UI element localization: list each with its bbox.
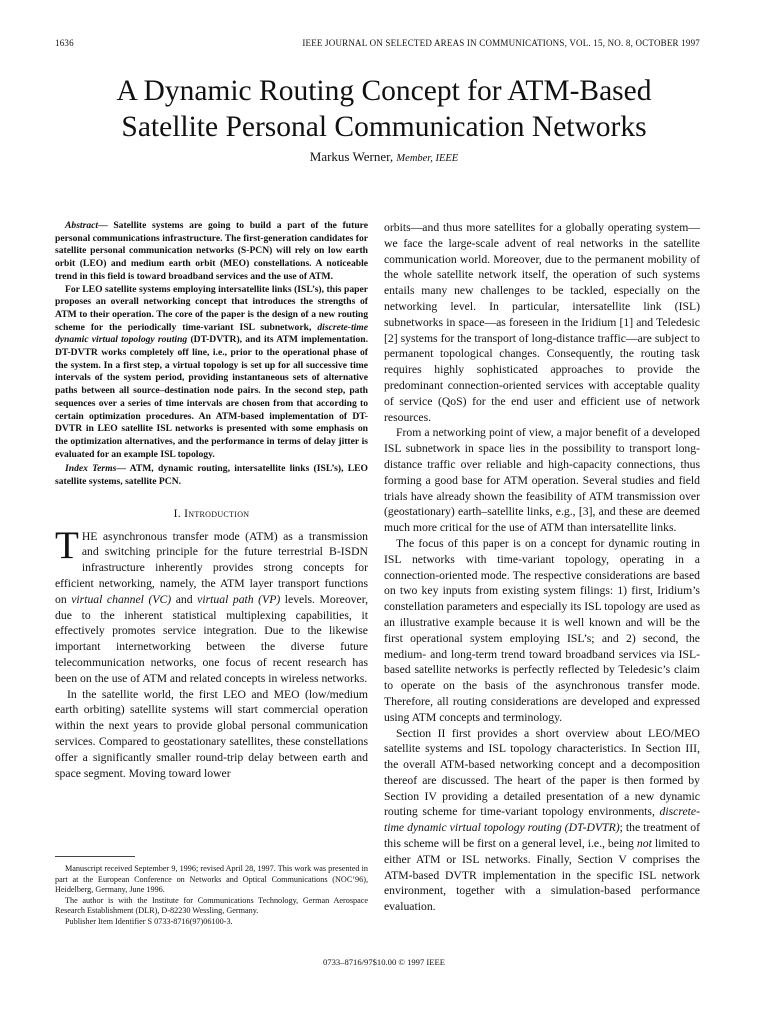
abstract-paragraph-2 — [55, 284, 368, 462]
journal-name: IEEE JOURNAL ON SELECTED AREAS IN COMMUNICATIONS, VOL. 15, NO. 8, OCTOBER 1997 — [302, 38, 700, 48]
footnote-author-affiliation: The author is with the Institute for Communications Technology, German Aerospace Research Establishment (DLR), D-82230 Wessling, Germany. — [55, 895, 368, 916]
footnote-divider — [55, 856, 135, 857]
left-column — [55, 220, 368, 781]
intro-paragraph-2: In the satellite world, the first LEO and MEO (low/medium earth orbiting) satellite systems will start commercial operation within the next years to provide global personal communication services. Compared to geostationary satellites, these constellations offer a significantly smaller round-trip delay between earth and space segment. Moving toward lower — [55, 687, 368, 780]
right-paragraph-4 — [384, 726, 700, 916]
running-header — [55, 38, 700, 52]
abstract-dash: — — [98, 220, 114, 231]
right-paragraph-1: orbits—and thus more satellites for a globally operating system—we face the large-scale advent of real networks in the satellite communication world. Moreover, due to the permanent mobility of the whole satellite network itself, the operation of such systems entails many new challenges to be tackled, especially on the networking level. In particular, intersatellite link (ISL) subnetworks in space—as foreseen in the Iridium [1] and Teledesic [2] systems for the transport of long-distance traffic—are subject to permanent topological changes. Consequently, the routing task requires highly sophisticated approaches to provide the predominant connection-oriented services with acceptable quality of service (QoS) for the end user and efficient use of network resources. — [384, 221, 700, 424]
intro-and: and — [175, 592, 193, 606]
emphasis-not: not — [636, 837, 652, 851]
term-virtual-channel: virtual channel (VC) — [71, 592, 172, 606]
abstract-text-2b: (DT-DVTR), and its ATM implementation. DT-DVTR works completely off line, i.e., prior to the operational phase of the system. In a first step, a virtual topology is set up for all successive time intervals of the system period, providing instantaneous sets of alternative paths between all source–destination node pairs. In the second step, path sequences over a series of time intervals are chosen from that according to certain optimization procedures. An ATM-based implementation of DT-DVTR in LEO satellite ISL networks is presented with some emphasis on the optimization alternatives, and the performance in terms of delay jitter is evaluated for an example ISL topology. — [55, 334, 368, 460]
section-number: I. — [173, 507, 181, 520]
page-number: 1636 — [55, 38, 74, 48]
right-text-4c: limited to either ATM or ISL networks. Finally, Section V comprises the ATM-based DVTR implementation in the specific ISL network environment, together with a simulation-based performance evaluation. — [384, 837, 701, 914]
title-line-2: Satellite Personal Communication Networks — [121, 111, 647, 143]
right-paragraph-3: The focus of this paper is on a concept for dynamic routing in ISL networks with time-variant topology, operating in a connection-oriented mode. The respective considerations are based on two key inputs from existing system filings: 1) first, Iridium’s constellation parameters and especially its ISL topology are used as an illustrative example because it is well known and will be the first operational system employing ISL’s; and 2) second, the medium- and long-term trend toward broadband services via ISL-based satellite networks is perfectly reflected by Teledesic’s claim to operate on the basis of the asynchronous transfer mode. Therefore, all routing considerations are developed and expressed using ATM concepts and terminology. — [384, 536, 701, 724]
dt-dvtr-term: discrete-time dynamic virtual topology routing (DT-DVTR) — [384, 805, 701, 835]
author-line — [40, 149, 728, 165]
intro-paragraph-1 — [55, 523, 369, 687]
author-membership: Member, IEEE — [396, 153, 459, 164]
section-heading-introduction — [55, 507, 368, 523]
right-text-4a: Section II first provides a short overview about LEO/MEO satellite systems and ISL topology characteristics. In Section III, the overall ATM-based networking concept and a decomposition thereof are discussed. The heart of the paper is then formed by Section IV providing a detailed presentation of a new dynamic routing scheme for time-variant topology environments, — [384, 726, 700, 819]
intro-text-1a: HE asynchronous transfer mode (ATM) as a transmission and switching principle for the future terrestrial B-ISDN infrastructure inherently provides strong concepts for efficient networking, namely, the ATM layer transport functions on — [55, 529, 368, 606]
author-name: Markus Werner, — [309, 149, 394, 164]
abstract-paragraph-1 — [55, 220, 368, 284]
right-text-4b: ; the treatment of this scheme will be first on a general level, i.e., being — [384, 821, 700, 851]
abstract — [55, 220, 368, 489]
index-terms — [55, 463, 368, 488]
section-title: Introduction — [184, 507, 250, 520]
abstract-text-1: Satellite systems are going to build a part of the future personal communications infrastructure. The first-generation candidates for satellite personal communication networks (S-PCN) will rely on low earth orbit (LEO) and medium earth orbit (MEO) constellations. A noticeable trend in this field is toward broadband services and the use of ATM. — [55, 220, 369, 282]
right-paragraph-2: From a networking point of view, a major benefit of a developed ISL subnetwork in space lies in the possibility to transport long-distance traffic over reliable and high-capacity connections, thus forming a good base for ATM operation. Several studies and field trials have already shown the feasibility of ATM transmission over (geostationary) earth–satellite links, e.g., [3], and these are deemed much more critical for the use of ATM than intersatellite links. — [384, 426, 700, 535]
intro-text-1b: levels. Moreover, due to the inherent statistical multiplexing capabilities, it effectively promotes service integration. Due to the likewise important internetworking between the diverse future telecommunication networks, one focus of recent research has been on the use of ATM and related concepts in wireless networks. — [55, 592, 369, 685]
abstract-text-2a: For LEO satellite systems employing intersatellite links (ISL’s), this paper proposes an overall networking concept that introduces the strengths of ATM to their operation. The core of the paper is the design of a new routing scheme for the periodically time-variant ISL subnetwork, — [55, 283, 368, 333]
footnote-manuscript: Manuscript received September 9, 1996; revised April 28, 1997. This work was presented in part at the European Conference on Networks and Optical Communications (NOC’96), Heidelberg, Germany, June 1996. — [55, 864, 368, 895]
abstract-label: Abstract — [65, 220, 99, 231]
term-virtual-path: virtual path (VP) — [197, 592, 281, 606]
right-column — [384, 220, 700, 915]
footnote-publisher-id: Publisher Item Identifier S 0733-8716(97)06100-3. — [65, 916, 233, 926]
index-terms-label: Index Terms — [65, 463, 117, 475]
abstract-emphasis: discrete-time dynamic virtual topology routing — [55, 321, 368, 346]
index-terms-dash: — — [116, 463, 130, 475]
drop-cap: T — [55, 523, 79, 567]
copyright-footer: 0733–8716/97$10.00 © 1997 IEEE — [322, 957, 446, 967]
paper-title — [40, 73, 728, 145]
introduction — [55, 507, 368, 782]
index-terms-text: ATM, dynamic routing, intersatellite links (ISL’s), LEO satellite systems, satellite PCN. — [55, 463, 368, 488]
footnotes — [55, 864, 368, 928]
title-line-1: A Dynamic Routing Concept for ATM-Based — [116, 75, 652, 107]
